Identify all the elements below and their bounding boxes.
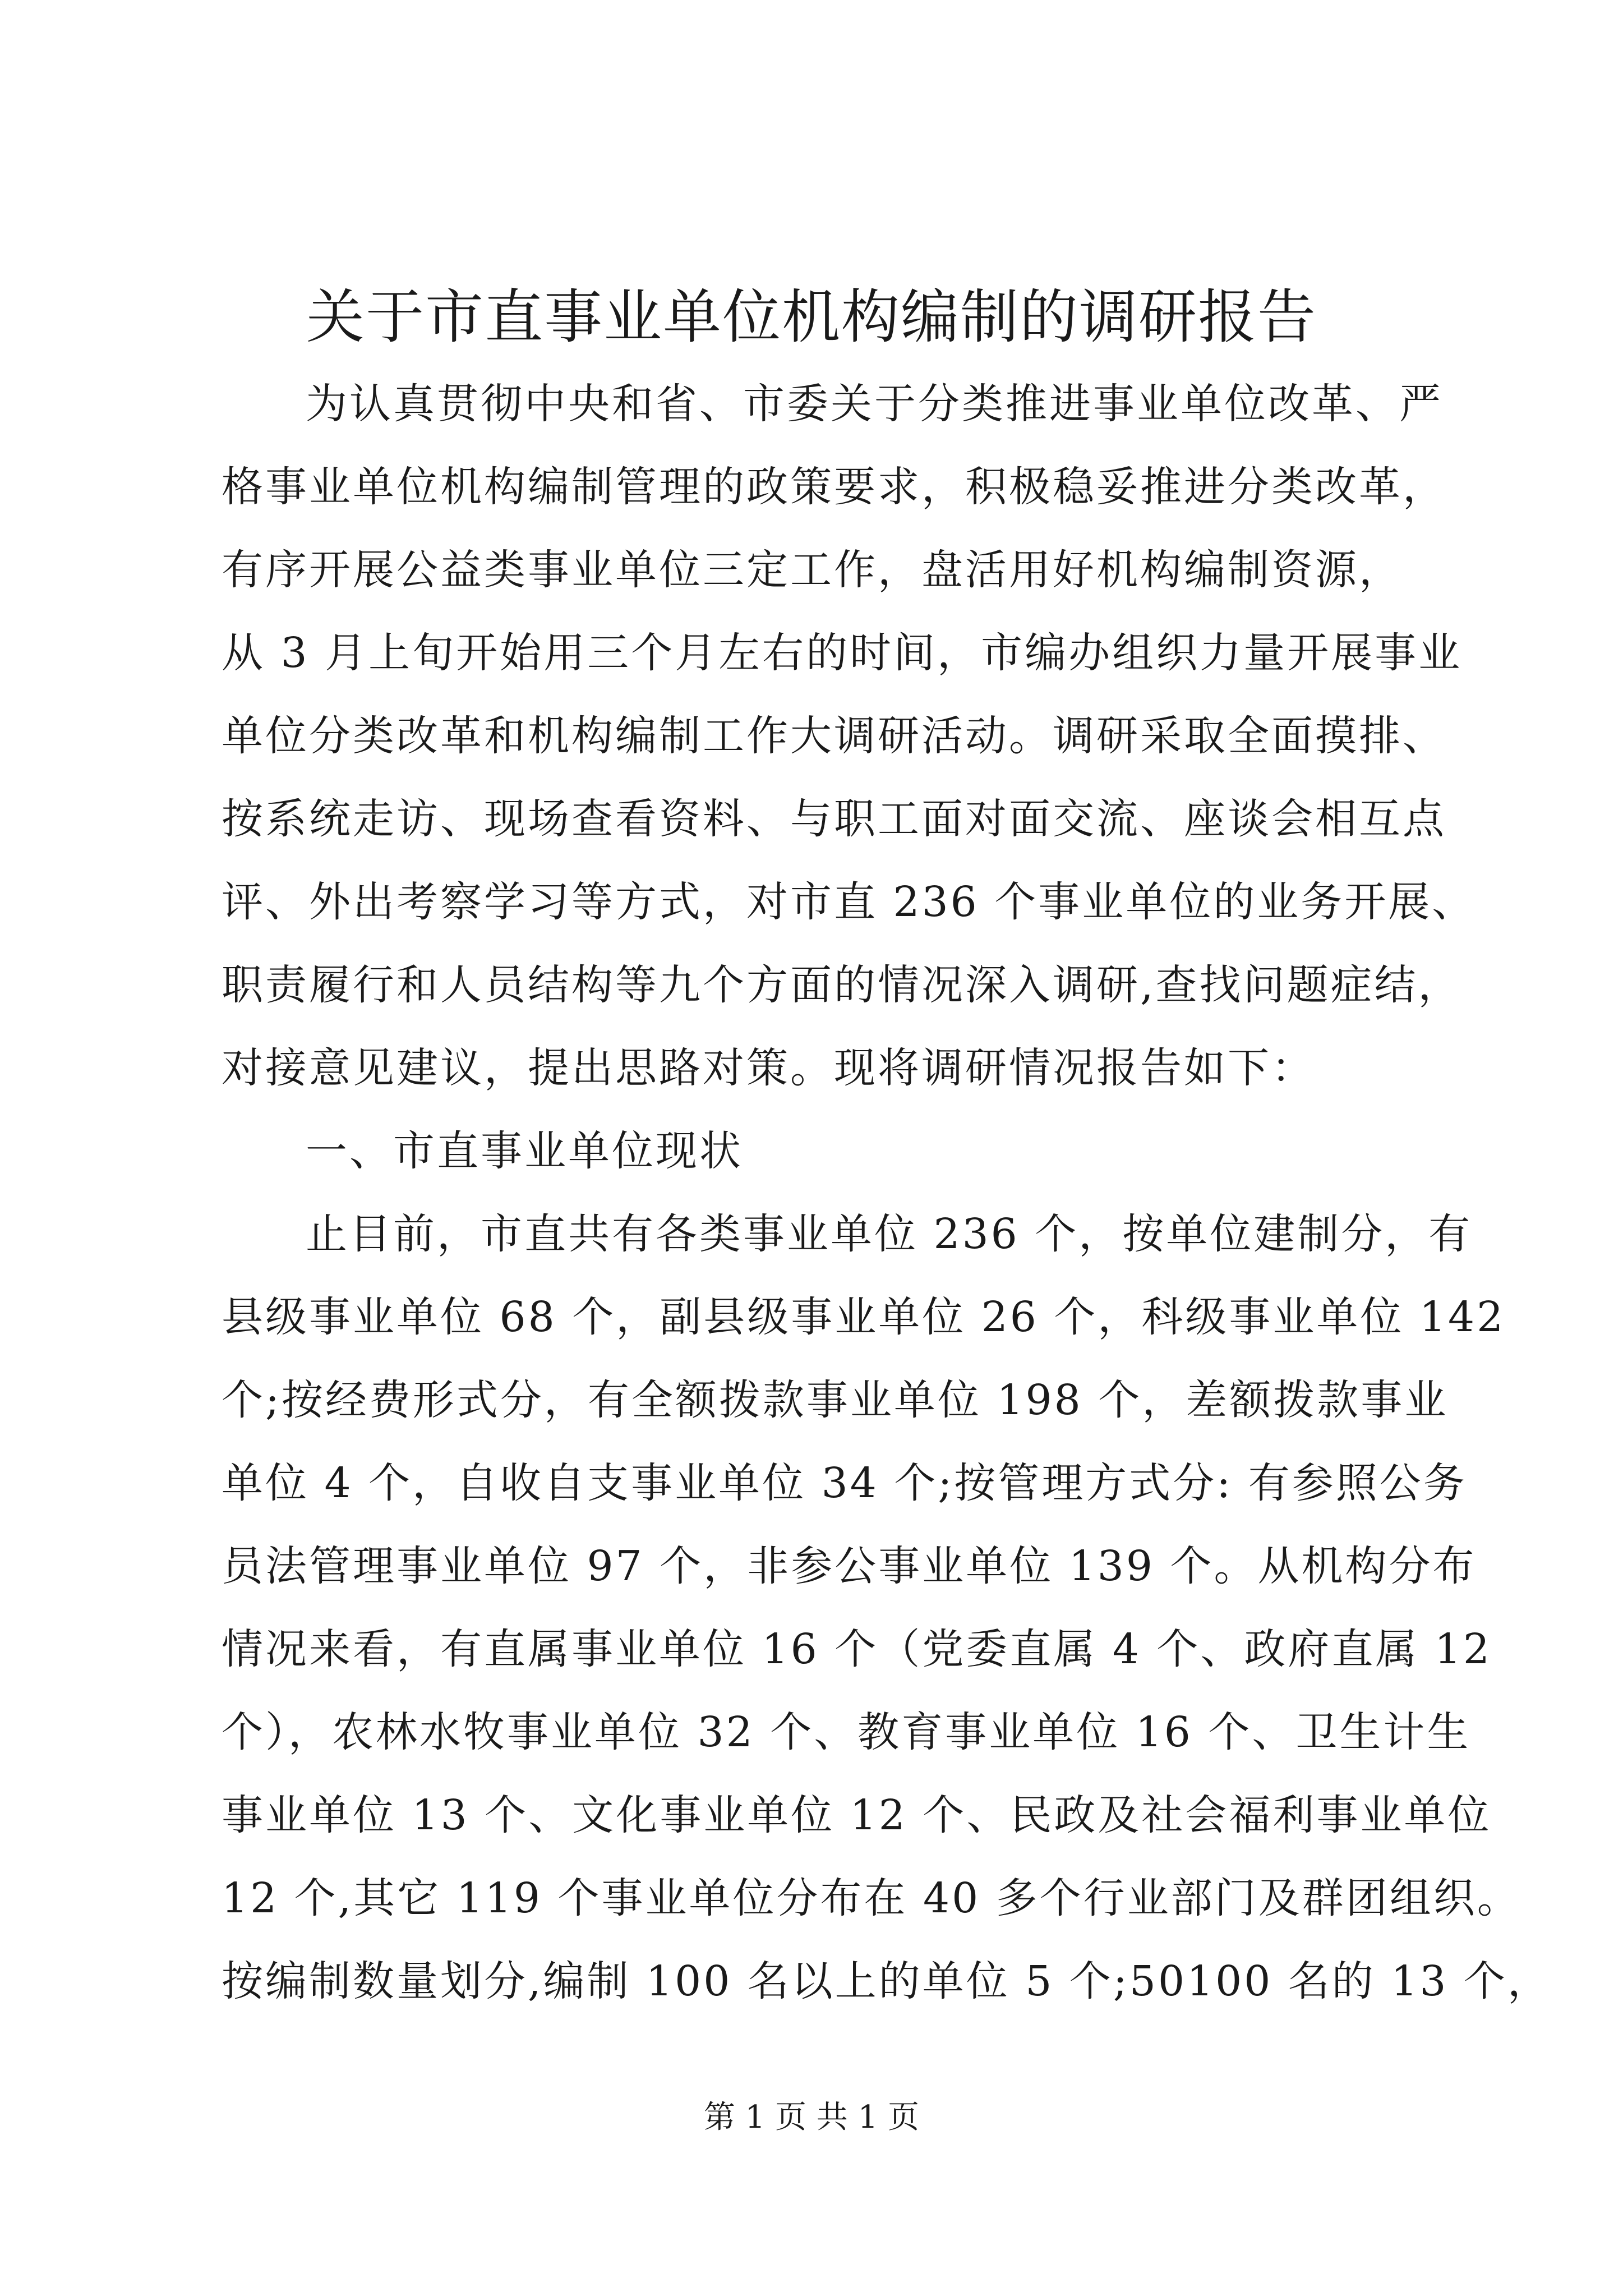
paragraph-line: 有序开展公益类事业单位三定工作，盘活用好机构编制资源， (222, 546, 1403, 594)
document-title: 关于市直事业单位机构编制的调研报告 (306, 283, 1317, 351)
paragraph-line: 事业单位 13 个、文化事业单位 12 个、民政及社会福利事业单位 (222, 1791, 1492, 1839)
paragraph-line: 员法管理事业单位 97 个，非参公事业单位 139 个。从机构分布 (222, 1542, 1477, 1590)
page-footer: 第 1 页 共 1 页 (703, 2099, 920, 2136)
paragraph-line: 12 个,其它 119 个事业单位分布在 40 多个行业部门及群团组织。 (222, 1874, 1521, 1922)
paragraph-line: 格事业单位机构编制管理的政策要求，积极稳妥推进分类改革， (222, 463, 1446, 511)
paragraph-line: 为认真贯彻中央和省、市委关于分类推进事业单位改革、严 (306, 380, 1443, 428)
paragraph-line: 单位分类改革和机构编制工作大调研活动。调研采取全面摸排、 (222, 712, 1446, 760)
paragraph-line: 按系统走访、现场查看资料、与职工面对面交流、座谈会相互点 (222, 795, 1446, 843)
paragraph-line: 职责履行和人员结构等九个方面的情况深入调研,查找问题症结， (222, 961, 1462, 1009)
paragraph-line: 个），农林水牧事业单位 32 个、教育事业单位 16 个、卫生计生 (222, 1708, 1471, 1756)
paragraph-line: 从 3 月上旬开始用三个月左右的时间，市编办组织力量开展事业 (222, 629, 1463, 677)
section-heading: 一、市直事业单位现状 (306, 1127, 743, 1175)
paragraph-line: 单位 4 个，自收自支事业单位 34 个;按管理方式分: 有参照公务 (222, 1459, 1467, 1507)
paragraph-line: 按编制数量划分,编制 100 名以上的单位 5 个;50100 名的 13 个， (222, 1957, 1552, 2005)
paragraph-line: 情况来看，有直属事业单位 16 个（党委直属 4 个、政府直属 12 (222, 1625, 1492, 1673)
paragraph-line: 对接意见建议，提出思路对策。现将调研情况报告如下： (222, 1044, 1315, 1092)
paragraph-line: 个;按经费形式分，有全额拨款事业单位 198 个，差额拨款事业 (222, 1376, 1449, 1424)
paragraph-line: 止目前，市直共有各类事业单位 236 个，按单位建制分，有 (306, 1210, 1473, 1258)
paragraph-line: 县级事业单位 68 个，副县级事业单位 26 个，科级事业单位 142 (222, 1293, 1506, 1341)
paragraph-line: 评、外出考察学习等方式，对市直 236 个事业单位的业务开展、 (222, 878, 1476, 926)
